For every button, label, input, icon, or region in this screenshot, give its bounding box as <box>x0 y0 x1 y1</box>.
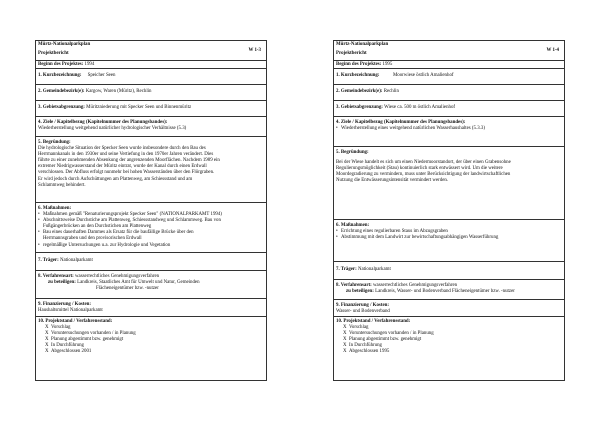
section-7-label: 7. Träger: <box>336 267 357 272</box>
status-check-mark: X <box>45 343 49 349</box>
section-5-label: 5. Begründung: <box>38 140 71 145</box>
section-2 <box>36 85 266 101</box>
section-4-value: Wiederherstellung weitgehend natürlicher hydrologischer Verhältnisse (5.3) <box>38 126 187 132</box>
status-item: X Planung abgestimmt bzw. genehmigt <box>343 337 422 343</box>
status-item: X Voruntersuchungen vorhanden / in Planung <box>45 331 136 337</box>
status-check-mark: X <box>343 343 347 349</box>
section-9 <box>334 300 564 317</box>
sheet-header <box>36 41 266 61</box>
section-8-value: wasserrechtliches Genehmigungsverfahren <box>373 283 458 288</box>
section-2 <box>334 85 564 101</box>
measure-item: Herrmannsgraben und den provisorischen Erdwall <box>43 236 142 242</box>
section-9-label: 9. Finanzierung / Kosten: <box>38 302 91 307</box>
project-begin <box>334 61 564 69</box>
section-5-label: 5. Begründung: <box>336 150 369 155</box>
status-check-mark: X <box>343 325 347 331</box>
section-8-label: 8. Verfahrensart: <box>38 274 74 279</box>
status-check-mark: X <box>343 331 347 337</box>
section-2-value: Kargow, Waren (Müritz), Rechlin <box>85 89 152 94</box>
project-code: W 1-3 <box>248 48 261 53</box>
section-5-line: Schlammweg behindert. <box>38 182 86 188</box>
status-item: X Vorschlag <box>45 325 71 331</box>
section-7-value: Nationalparkamt <box>59 258 93 263</box>
section-5 <box>334 147 564 220</box>
report-sheet-w1-3 <box>35 40 267 381</box>
section-2-label: 2. Gemeindebezirk(e): <box>336 89 383 94</box>
project-code: W 1-4 <box>546 48 559 53</box>
begin-label: Beginn des Projektes: <box>38 62 84 67</box>
section-5-line: Bei der Wiese handelt es sich um einen Niedermoorstandort, der über einen Grabensohne <box>336 160 511 166</box>
measure-item: Fußgängerbrücken an den Durchstichen am Plattenweg <box>43 224 152 230</box>
section-8-value: wasserrechtliches Genehmigungsverfahren <box>75 274 160 279</box>
status-check-mark: X <box>343 337 347 343</box>
section-4 <box>334 117 564 147</box>
section-3-value: Wiese ca. 500 m östlich Amalienhof <box>384 105 456 110</box>
section-10 <box>36 317 266 356</box>
section-5 <box>36 137 266 203</box>
section-5-line: Die hydrologische Situation der Specker Seen wurde insbesondere durch den Bau des <box>38 146 206 152</box>
section-1-label: 1. Kurzbezeichnung: <box>38 73 82 78</box>
section-5-line: Nutzung die Entwässerungsintensität vermindert werden. <box>336 178 449 184</box>
section-3-value: Müritzniederung mit Specker Seen und Binnenmüritz <box>86 105 192 110</box>
section-6 <box>36 203 266 253</box>
section-5-line: Moordegradierung zu vermindern, muss unter Berücksichtigung der landwirtschaftlichen <box>336 172 511 178</box>
status-check-mark: X <box>45 325 49 331</box>
section-5-line: Er wird jedoch durch Aufschüttungen am Plattenweg, am Schiessstand und am <box>38 176 193 182</box>
section-9-value: Haushaltsmittel Nationalparkamt <box>38 308 103 314</box>
participants-value: Landkreis, Wasser- und Bodenverband Flächeneigentümer bzw. -nutzer <box>375 289 515 295</box>
status-item: X Abgeschlossen 1995 <box>343 349 390 355</box>
status-check-mark: X <box>45 331 49 337</box>
status-item: X In Durchführung <box>343 343 383 349</box>
section-9 <box>36 299 266 317</box>
section-8-label: 8. Verfahrensart: <box>336 283 372 288</box>
status-item: X In Durchführung <box>45 343 85 349</box>
section-4-label: 4. Ziele / Kapitelbezug (Kapitelnummer des Planungsbandes): <box>336 120 466 125</box>
section-5-line: extremer Niedrigwasserstand der Müritz eintrat, wurde der Kanal durch einen Erdwall <box>38 164 207 170</box>
status-check-mark: X <box>343 349 347 355</box>
report-sheet-w1-4 <box>333 40 565 381</box>
report-type: Projektbericht <box>336 51 367 57</box>
section-2-value: Rechlin <box>383 89 399 94</box>
status-check-mark: X <box>45 337 49 343</box>
section-1-value: Moorwiese östlich Amalienhof <box>392 73 454 78</box>
section-4 <box>36 117 266 137</box>
section-10-label: 10. Projektstand / Verfahrensstand: <box>336 319 411 324</box>
measure-item: • Abstimmung mit dem Landwirt zur bewirtschaftungsabhängigen Wasserführung <box>336 235 562 241</box>
measure-item: • Abschnittsweise Durchstiche am Plattenweg, Schiessstandweg und Schlammweg. Bau von <box>38 218 264 224</box>
section-7 <box>36 253 266 271</box>
measure-item: • Maßnahmen gemäß "Renaturierungsprojekt Specker Seen" (NATIONALPARKAMT 1994) <box>38 212 264 218</box>
participants-label: zu beteiligen: <box>346 289 374 295</box>
status-item: X Abgeschlossen 2001 <box>45 349 92 355</box>
plan-title: Mürtz-Nationalparkplan <box>38 42 91 47</box>
goal-item: • Wiederherstellung eines weitgehend natürlichen Wasserhaushaltes (5.3.3) <box>336 126 562 132</box>
section-3 <box>334 101 564 117</box>
status-item: X Vorschlag <box>343 325 369 331</box>
section-10-label: 10. Projektstand / Verfahrensstand: <box>38 319 113 324</box>
measure-item: • regelmäßige Untersuchungen u.a. zur Hydrologie und Vegetation <box>38 243 264 249</box>
begin-value: 1995 <box>382 62 393 67</box>
section-3-label: 3. Gebietsabgrenzung: <box>336 105 383 110</box>
report-type: Projektbericht <box>38 51 69 57</box>
participants-line: Flächeneigentümer bzw. -nutzer <box>96 286 159 292</box>
begin-value: 1994 <box>84 62 95 67</box>
section-1 <box>334 69 564 85</box>
section-7-value: Nationalparkamt <box>357 267 391 272</box>
sheet-header <box>334 41 564 61</box>
status-item: X Voruntersuchungen vorhanden / in Planung <box>343 331 434 337</box>
measure-item: • Bau eines dauerhaften Dammes als Ersatz für die baufällige Brücke über den <box>38 230 264 236</box>
section-3 <box>36 101 266 117</box>
section-10 <box>334 317 564 357</box>
section-5-line: Regulierungsmöglichkeit (Stau) kontinuierlich stark entwässert wird. Um die weitere <box>336 166 503 172</box>
status-item: X Planung abgestimmt bzw. genehmigt <box>45 337 124 343</box>
project-begin <box>36 61 266 69</box>
section-1-label: 1. Kurzbezeichnung: <box>336 73 380 78</box>
section-5-line: Herrmannkanals in den 1930er und seine Vertiefung in den 1970er Jahren verändert. Dies <box>38 152 214 158</box>
section-1 <box>36 69 266 85</box>
section-5-line: führte zu einer zunehmenden Absenkung der angrenzenden Moorflächen. Nachdem 1989 ein <box>38 158 220 164</box>
section-6 <box>334 220 564 262</box>
begin-label: Beginn des Projektes: <box>336 62 382 67</box>
status-check-mark: X <box>45 349 49 355</box>
section-8 <box>36 271 266 299</box>
section-3-label: 3. Gebietsabgrenzung: <box>38 105 85 110</box>
section-9-label: 9. Finanzierung / Kosten: <box>336 303 389 308</box>
section-7 <box>334 262 564 280</box>
section-5-line: verschlossen. Der Abfluss erfolgt nunmehr bei hohen Wasserständen über den Flörgraben. <box>38 170 215 176</box>
section-6-label: 6. Maßnahmen: <box>336 223 370 228</box>
section-7-label: 7. Träger: <box>38 258 59 263</box>
section-4-label: 4. Ziele / Kapitelbezug (Kapitelnummer des Planungsbandes): <box>38 120 168 125</box>
section-6-label: 6. Maßnahmen: <box>38 206 72 211</box>
section-9-value: Wasser- und Bodenverband <box>336 309 390 315</box>
measure-item: • Errichtung eines regulierbaren Staus im Abzugsgraben <box>336 229 562 235</box>
plan-title: Mürtz-Nationalparkplan <box>336 42 389 47</box>
section-8 <box>334 280 564 300</box>
section-1-value: Speicher Seen <box>87 73 116 78</box>
participants-label: zu beteiligen: <box>48 280 76 286</box>
participants-line: Landkreis, Staatliches Amt für Umwelt und Natur, Gemeinden <box>77 280 200 286</box>
section-2-label: 2. Gemeindebezirk(e): <box>38 89 85 94</box>
